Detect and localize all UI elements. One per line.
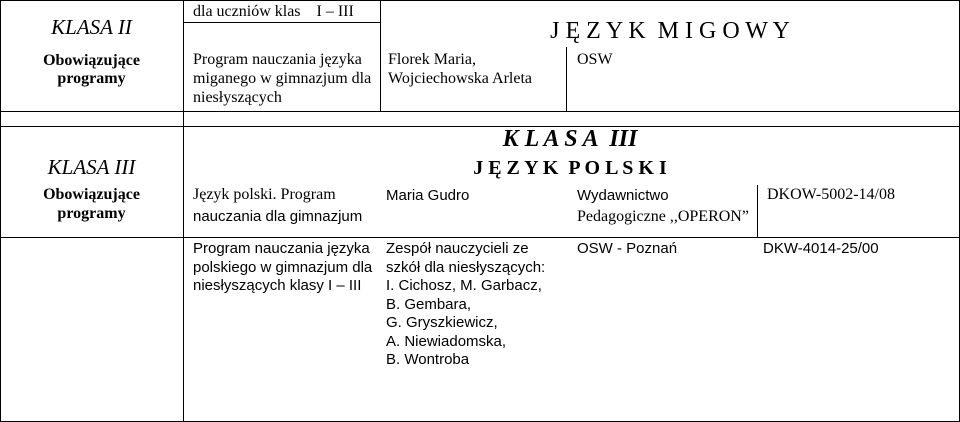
- top-publisher: OSW: [577, 51, 613, 68]
- row2-authors-line: Zespół nauczycieli ze: [386, 240, 529, 257]
- row2-program-line2: polskiego w gimnazjum dla: [193, 258, 373, 276]
- klasa3-heading: K L A S A III: [502, 126, 638, 152]
- row1-publisher-line2: Pedagogiczne ,,OPERON”: [577, 208, 749, 225]
- top-program-line1: Program nauczania języka: [193, 51, 362, 68]
- divider-row2: [0, 237, 960, 238]
- klasa2-title: KLASA II: [51, 15, 132, 39]
- divider-audience: [183, 22, 380, 23]
- divider-row1-col3: [757, 185, 758, 237]
- polish-language-heading: J Ę Z Y K P O L S K I: [473, 157, 667, 179]
- klasa2-label-line1: Obowiązujące: [43, 52, 140, 69]
- top-authors-line1: Florek Maria,: [388, 51, 476, 68]
- row2-authors-line: B. Gembara,: [386, 295, 472, 313]
- row1-publisher-line1: Wydawnictwo: [577, 187, 669, 204]
- border-top: [0, 0, 960, 1]
- row2-authors-line: G. Gryszkiewicz,: [386, 314, 498, 331]
- klasa3-title: KLASA III: [47, 155, 136, 179]
- row1-program-line2: nauczania dla gimnazjum: [193, 208, 363, 225]
- row2-authors-line: B. Wontroba: [386, 351, 470, 368]
- row2-program-line1: Program nauczania języka: [193, 240, 370, 257]
- row2-authors-line: szkół dla niesłyszących:: [386, 258, 546, 276]
- divider-top-col1: [380, 0, 381, 111]
- audience-text: dla uczniów klas I – III: [193, 3, 354, 20]
- divider-section-top: [0, 111, 960, 112]
- row2-program-line3: niesłyszących klasy I – III: [193, 277, 362, 294]
- row2-authors-line: I. Cichosz, M. Garbacz,: [386, 277, 542, 294]
- top-authors-line2: Wojciechowska Arleta: [388, 70, 532, 87]
- row2-number: DKW-4014-25/00: [763, 240, 879, 257]
- klasa2-label-line2: programy: [57, 70, 126, 87]
- row2-publisher: OSW - Poznań: [577, 240, 678, 257]
- row1-program-line1: Język polski. Program: [193, 186, 336, 203]
- klasa3-label-line1: Obowiązujące: [43, 186, 140, 203]
- row1-author: Maria Gudro: [386, 187, 470, 204]
- klasa3-label-line2: programy: [57, 205, 126, 222]
- divider-top-col2: [566, 47, 567, 111]
- sign-language-heading: J Ę Z Y K M I G O W Y: [550, 18, 790, 44]
- row1-number: DKOW-5002-14/08: [767, 186, 895, 203]
- top-program-line3: niesłyszących: [193, 89, 282, 106]
- divider-left-column: [183, 0, 184, 422]
- top-program-line2: miganego w gimnazjum dla: [193, 70, 372, 87]
- row2-authors-line: A. Niewiadomska,: [386, 332, 507, 350]
